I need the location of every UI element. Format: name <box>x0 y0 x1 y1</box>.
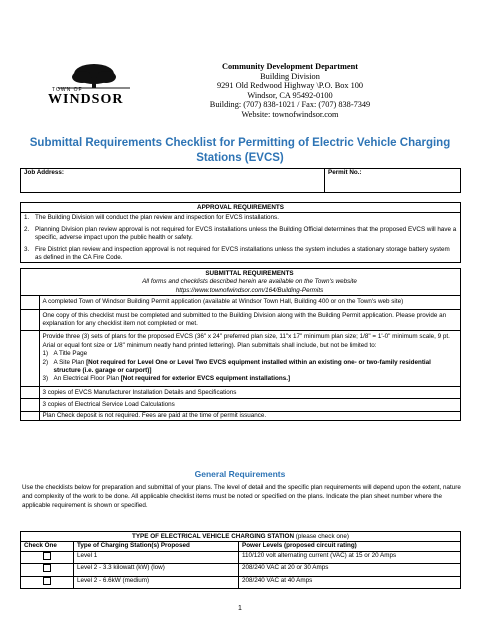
plan-item <box>43 350 458 358</box>
station-header-title: TYPE OF ELECTRICAL VEHICLE CHARGING STATION <box>132 533 294 540</box>
requirement-plan-sets <box>39 331 461 386</box>
plan-sets-intro: Provide three (3) sets of plans for the proposed EVCS (36" x 24" preferred plan size, 11"x 17" minimum plan size; 1/8" = 1'-0" minimum scale, 9 pt. Arial or equal font size or 1/8" minimum neatly hand printed lettering). Plan submittals shall include, but not be limited to: <box>42 333 450 349</box>
permits-url: https://www.townofwindsor.com/164/Building-Permits <box>175 286 324 294</box>
power-level: 208/240 VAC at 20 or 30 Amps <box>239 564 461 576</box>
plan-item-number: 3) <box>42 375 49 383</box>
plan-item-text: A Site Plan <box>53 358 87 366</box>
checkbox-cell[interactable] <box>21 309 40 331</box>
table-row <box>21 564 461 576</box>
approval-item <box>24 214 457 222</box>
checkbox-cell[interactable] <box>21 296 40 309</box>
station-type: Level 2 - 6.6kW (medium) <box>74 576 239 588</box>
plan-item-note: [Not required for Level One or Level Two EVCS equipment installed within an existing one- or two-family residential structure (i.e. garage or carport)] <box>53 358 431 375</box>
page-number: 1 <box>238 605 242 612</box>
col-station-type: Type of Charging Station(s) Proposed <box>74 542 239 551</box>
job-address-label: Job Address: <box>24 169 65 176</box>
level-2-low-checkbox[interactable] <box>43 564 51 572</box>
submittal-note: All forms and checklists described herein are available on the Town's website <box>142 278 357 286</box>
address-line-2: Windsor, CA 95492-0100 <box>247 90 333 100</box>
town-logo <box>44 62 136 108</box>
plan-item-number: 2) <box>42 358 49 366</box>
requirement-load-calculations: 3 copies of Electrical Service Load Calculations <box>39 399 461 411</box>
level-2-medium-checkbox[interactable] <box>43 577 51 585</box>
permit-number-field[interactable] <box>325 169 461 193</box>
department-name: Community Development Department <box>222 62 358 71</box>
item-text: Fire District plan review and inspection approval is not required for EVCS installations unless the system includes a stationary storage battery system as defined in the CA Fire Code. <box>35 245 450 262</box>
logo-town-of: TOWN OF <box>52 87 83 93</box>
logo-windsor: WINDSOR <box>48 92 124 107</box>
approval-list <box>21 213 461 263</box>
power-level: 208/240 VAC at 40 Amps <box>239 576 461 588</box>
document-title: Submittal Requirements Checklist for Permitting of Electric Vehicle Charging Stations (EVCS) <box>29 137 451 164</box>
item-number: 2. <box>24 225 30 233</box>
submittal-requirements-table <box>20 268 461 421</box>
approval-header: APPROVAL REQUIREMENTS <box>21 203 461 213</box>
general-requirements-body: Use the checklists below for preparation and submittal of your plans. The level of detail and the specific plan requirements will depend upon the extent, nature and complexity of the work to be done. All applicable checklist items must be noted or specified on the plans. Indicate the plan sheet number where the applicable requirement is shown or specified. <box>22 484 461 510</box>
address-line-1: 9291 Old Redwood Highway \P.O. Box 100 <box>216 81 364 91</box>
checkbox-cell[interactable] <box>21 386 40 398</box>
col-check-one: Check One <box>21 542 74 551</box>
approval-requirements-table <box>20 202 461 263</box>
plan-item-text: An Electrical Floor Plan <box>53 375 121 383</box>
station-header-note: (please check one) <box>294 533 349 540</box>
job-address-field[interactable] <box>21 169 325 193</box>
station-table-header <box>21 532 461 542</box>
division-name: Building Division <box>260 71 320 81</box>
plan-item <box>43 359 458 376</box>
checkbox-cell[interactable] <box>21 399 40 411</box>
plan-item-number: 1) <box>42 350 49 358</box>
check-cell <box>21 576 74 588</box>
requirement-manufacturer-details: 3 copies of EVCS Manufacturer Installation Details and Specifications <box>39 386 461 398</box>
item-text: The Building Division will conduct the plan review and inspection for EVCS installations. <box>35 214 279 222</box>
requirement-permit-application: A completed Town of Windsor Building Permit application (available at Windsor Town Hall, Building 400 or on the Town's web site) <box>39 296 461 309</box>
table-row <box>21 551 461 563</box>
check-cell <box>21 564 74 576</box>
checkbox-cell[interactable] <box>21 411 40 420</box>
job-info-table <box>20 168 461 193</box>
submittal-header-cell <box>39 269 461 296</box>
col-power-levels: Power Levels (proposed circuit rating) <box>239 542 461 551</box>
general-requirements-title: General Requirements <box>194 469 286 479</box>
checkbox-cell[interactable] <box>21 331 40 386</box>
level-1-checkbox[interactable] <box>43 552 51 560</box>
department-header <box>150 62 430 120</box>
power-level: 110/120 volt alternating current (VAC) at 15 or 20 Amps <box>239 551 461 563</box>
plan-item-text: A Title Page <box>53 350 88 358</box>
permit-number-label: Permit No.: <box>328 169 362 176</box>
item-number: 1. <box>24 214 30 222</box>
charging-station-type-table <box>20 531 461 589</box>
plan-item <box>43 375 458 383</box>
plan-item-note: [Not required for exterior EVCS equipment installations.] <box>120 375 291 383</box>
submittal-header: SUBMITTAL REQUIREMENTS <box>205 270 294 277</box>
station-type: Level 2 - 3.3 kilowatt (kW) (low) <box>74 564 239 576</box>
item-number: 3. <box>24 245 30 253</box>
table-row <box>21 576 461 588</box>
check-cell <box>21 551 74 563</box>
item-text: Planning Division plan review approval is not required for EVCS installations unless the Building Official determines that the proposed EVCS will have a specific, adverse impact upon the public health or safety. <box>35 225 457 242</box>
approval-item <box>24 246 457 263</box>
phone-fax: Building: (707) 838-1021 / Fax: (707) 838-7349 <box>209 100 371 110</box>
website: Website: townofwindsor.com <box>241 109 339 119</box>
approval-item <box>24 226 457 243</box>
requirement-checklist-copy: One copy of this checklist must be completed and submitted to the Building Division along with the Building Permit application. Please provide an explanation for any checklist item not completed or met. <box>39 309 461 331</box>
station-type: Level 1 <box>74 551 239 563</box>
requirement-plan-check-deposit: Plan Check deposit is not required. Fees are paid at the time of permit issuance. <box>39 411 461 420</box>
